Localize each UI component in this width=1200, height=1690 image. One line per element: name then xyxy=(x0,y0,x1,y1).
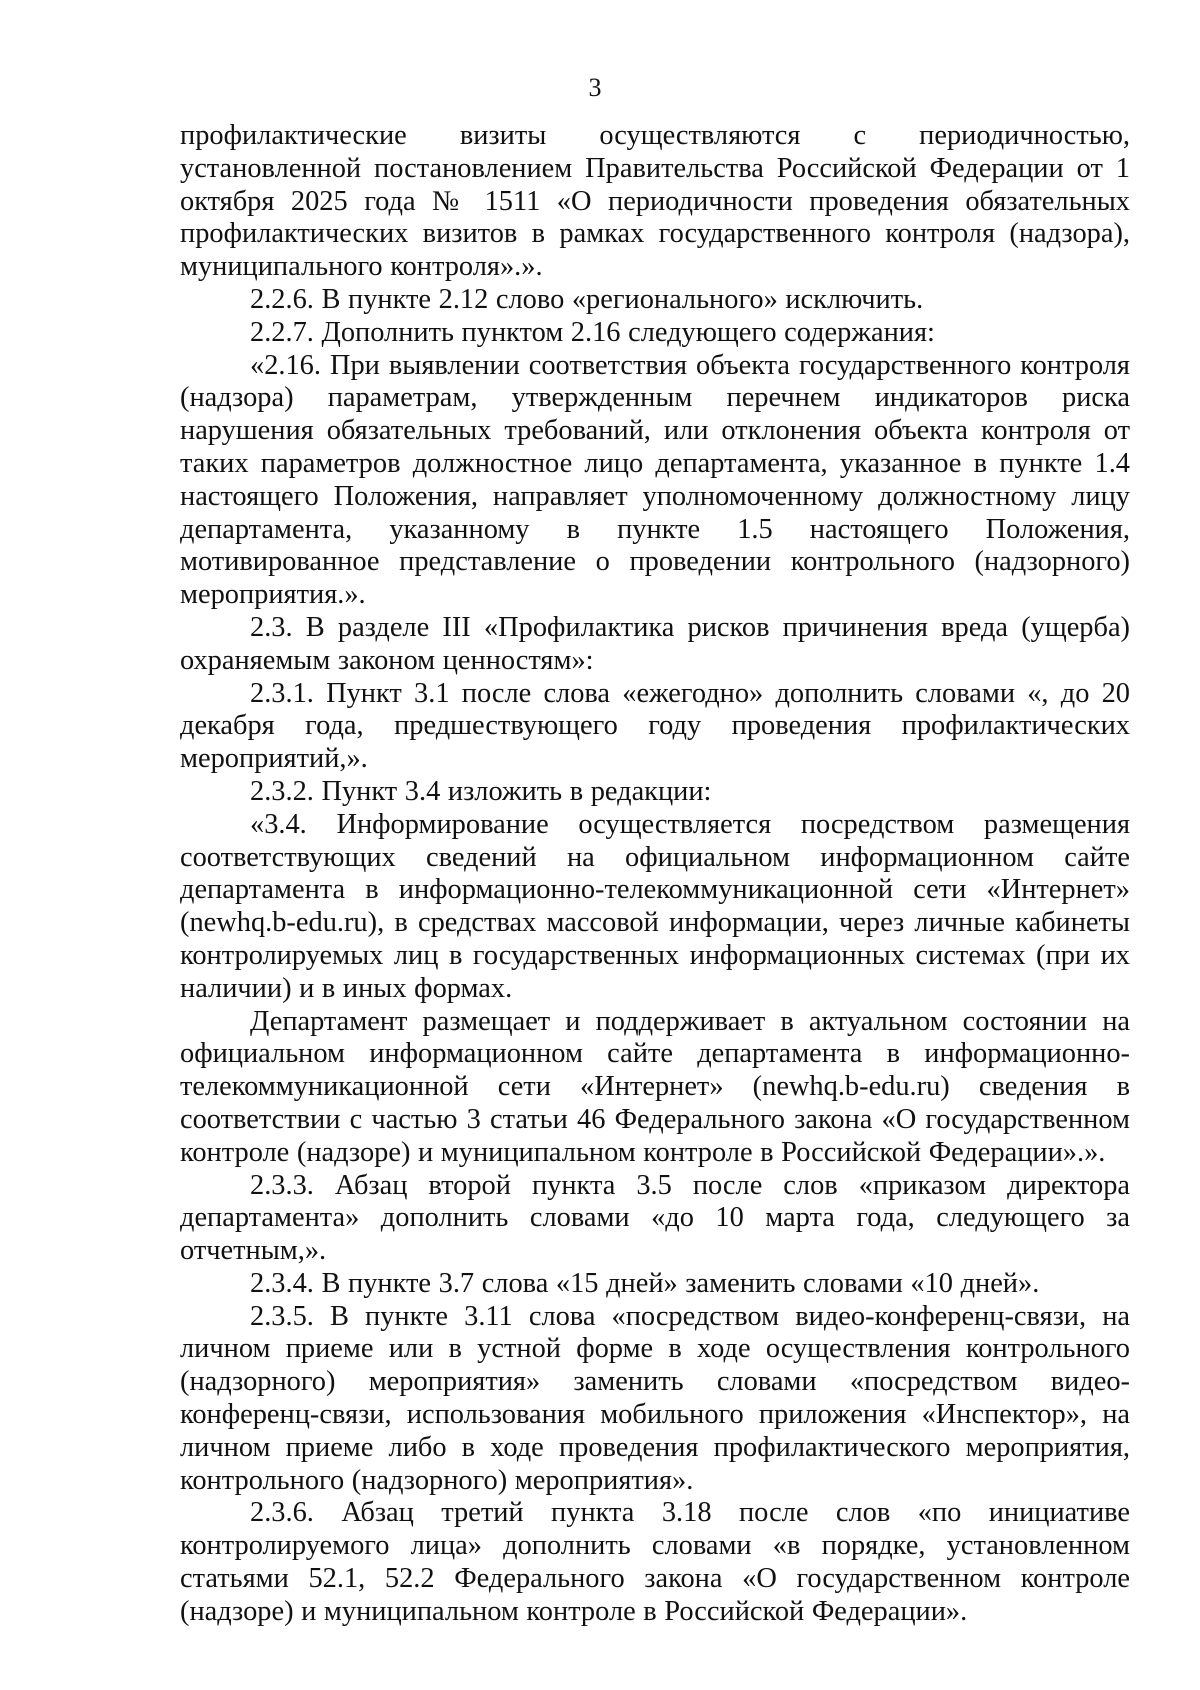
document-body xyxy=(180,120,1130,1629)
paragraph-2-16-quote: «2.16. При выявлении соответствия объекта государственного контроля (надзора) параметрам, утвержденным перечнем индикаторов риска нарушения обязательных требований, или отклонения объекта контроля от таких параметров должностное лицо департамента, указанное в пункте 1.4 настоящего Положения, направляет уполномоченному должностному лицу департамента, указанному в пункте 1.5 настоящего Положения, мотивированное представление о проведении контрольного (надзорного) мероприятия.». xyxy=(180,349,1130,611)
paragraph-department-publishes: Департамент размещает и поддерживает в актуальном состоянии на официальном информационном сайте департамента в информационно-телекоммуникационной сети «Интернет» (newhq.b-edu.ru) сведения в соответствии с частью 3 статьи 46 Федерального закона «О государственном контроле (надзоре) и муниципальном контроле в Российской Федерации».». xyxy=(180,1005,1130,1168)
paragraph-2-3: 2.3. В разделе III «Профилактика рисков причинения вреда (ущерба) охраняемым законом ценностям»: xyxy=(180,611,1130,676)
paragraph-3-4-quote: «3.4. Информирование осуществляется посредством размещения соответствующих сведений на официальном информационном сайте департамента в информационно-телекоммуникационной сети «Интернет» (newhq.b-edu.ru), в средствах массовой информации, через личные кабинеты контролируемых лиц в государственных информационных системах (при их наличии) и в иных формах. xyxy=(180,808,1130,1004)
paragraph-continuation: профилактические визиты осуществляются с периодичностью, установленной постановлением Правительства Российской Федерации от 1 октября 2025 года № 1511 «О периодичности проведения обязательных профилактических визитов в рамках государственного контроля (надзора), муниципального контроля».». xyxy=(180,120,1130,283)
paragraph-2-2-6: 2.2.6. В пункте 2.12 слово «регионального» исключить. xyxy=(250,283,924,315)
paragraph-2-2-7: 2.2.7. Дополнить пунктом 2.16 следующего содержания: xyxy=(250,316,935,348)
paragraph-2-3-1: 2.3.1. Пункт 3.1 после слова «ежегодно» дополнить словами «, до 20 декабря года, предшествующего году проведения профилактических мероприятий,». xyxy=(180,677,1130,775)
paragraph-2-3-3: 2.3.3. Абзац второй пункта 3.5 после слов «приказом директора департамента» дополнить словами «до 10 марта года, следующего за отчетным,». xyxy=(180,1169,1130,1267)
paragraph-2-3-6: 2.3.6. Абзац третий пункта 3.18 после слов «по инициативе контролируемого лица» дополнить словами «в порядке, установленном статьями 52.1, 52.2 Федерального закона «О государственном контроле (надзоре) и муниципальном контроле в Российской Федерации». xyxy=(180,1497,1130,1627)
page-number: 3 xyxy=(588,73,602,102)
paragraph-2-3-5: 2.3.5. В пункте 3.11 слова «посредством видео-конференц-связи, на личном приеме или в устной форме в ходе осуществления контрольного (надзорного) мероприятия» заменить словами «посредством видео-конференц-связи, использования мобильного приложения «Инспектор», на личном приеме либо в ходе проведения профилактического мероприятия, контрольного (надзорного) мероприятия». xyxy=(180,1300,1130,1496)
paragraph-2-3-4: 2.3.4. В пункте 3.7 слова «15 дней» заменить словами «10 дней». xyxy=(250,1267,1040,1299)
paragraph-2-3-2: 2.3.2. Пункт 3.4 изложить в редакции: xyxy=(250,775,712,807)
